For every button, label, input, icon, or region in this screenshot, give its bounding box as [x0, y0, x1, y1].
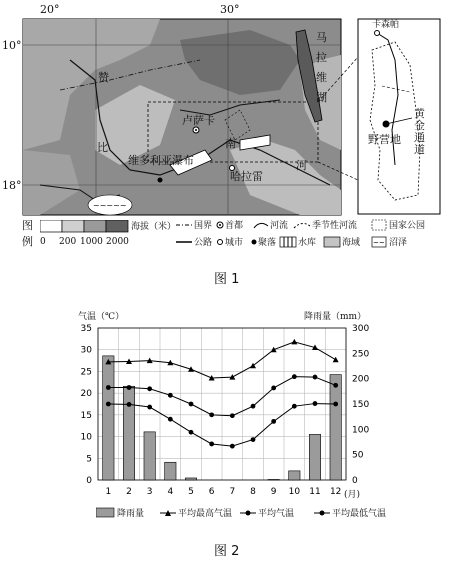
left-tick-label: 35 — [80, 324, 92, 334]
x-tick-label: 4 — [167, 487, 174, 497]
legend-road: 公路 — [194, 238, 213, 248]
temp-point — [147, 386, 152, 391]
temp-point — [271, 419, 276, 424]
figure2-caption: 图 2 — [214, 544, 240, 559]
temp-point — [106, 402, 111, 407]
legend-sea: 海域 — [342, 238, 361, 248]
temp-point — [230, 444, 235, 449]
temp-point — [209, 412, 214, 417]
svg-text:~~~~~: ~~~~~ — [93, 201, 127, 210]
rainfall-bar — [123, 386, 134, 480]
temp-point — [147, 405, 152, 410]
temp-point — [251, 437, 256, 442]
rainfall-bar — [330, 375, 341, 480]
label-nan: 南 — [225, 137, 236, 150]
left-tick-label: 15 — [80, 410, 92, 421]
temp-point — [333, 383, 338, 388]
temp-point — [168, 417, 173, 422]
label-he: 河 — [296, 159, 307, 172]
map-legend — [0, 218, 450, 254]
x-tick-label: 8 — [250, 487, 256, 497]
x-tick-label: 6 — [208, 487, 215, 497]
temp-point — [189, 402, 194, 407]
legend-rainfall: 降雨量 — [117, 509, 145, 519]
rainfall-bar — [185, 478, 196, 480]
label-lusaka: 卢萨卡 — [182, 114, 215, 127]
temp-point — [313, 375, 318, 380]
lon-label-30: 30° — [220, 3, 240, 16]
legend-seasonal-river: 季节性河流 — [312, 221, 358, 231]
legend-border: 国界 — [194, 221, 213, 231]
elev-0: 0 — [40, 237, 46, 247]
right-axis-title: 降雨量（mm） — [304, 312, 367, 322]
temp-point — [271, 386, 276, 391]
temp-point — [292, 374, 297, 379]
left-axis-title: 气温（℃） — [78, 312, 125, 322]
figure1-caption: 图 1 — [214, 272, 240, 287]
label-victoria-falls: 维多利亚瀑布 — [128, 154, 194, 167]
x-unit: (月) — [344, 490, 361, 500]
x-tick-label: 10 — [288, 487, 301, 497]
label-malawi-la: 拉 — [316, 51, 327, 64]
rainfall-bar — [268, 479, 279, 480]
x-tick-label: 2 — [126, 487, 132, 497]
label-malawi-wei: 维 — [316, 71, 327, 84]
legend-settlement: 聚落 — [258, 238, 277, 248]
temp-point — [251, 404, 256, 409]
inset-label-gold-road: 黄金通道 — [414, 107, 425, 156]
elev-200: 200 — [59, 237, 77, 247]
rainfall-bar — [144, 432, 155, 480]
legend-avg-min-temp: 平均最低气温 — [332, 509, 387, 519]
temp-point — [168, 393, 173, 398]
legend-avg-max-temp: 平均最高气温 — [178, 509, 233, 519]
right-tick-label: 200 — [352, 374, 370, 385]
elev-2000: 2000 — [106, 237, 129, 247]
temp-point — [333, 402, 338, 407]
svg-text:~~: ~~ — [373, 239, 385, 247]
inset-kasenpa-point — [375, 31, 380, 36]
left-tick-label: 5 — [86, 454, 92, 465]
city-victoria-falls — [158, 178, 163, 183]
lat-label-10: 10° — [2, 39, 22, 52]
legend-prefix-top: 图 — [22, 219, 33, 232]
temp-point — [292, 404, 297, 409]
temp-point — [127, 385, 132, 390]
temp-point — [209, 442, 214, 447]
max-temp-point — [291, 339, 297, 345]
x-tick-label: 9 — [270, 487, 277, 497]
temp-point — [230, 413, 235, 418]
label-zan: 赞 — [98, 71, 109, 84]
left-tick-label: 0 — [86, 476, 92, 486]
lat-label-18: 18° — [2, 179, 22, 192]
left-tick-label: 25 — [80, 367, 92, 378]
inset-label-kasenpa: 卡森帕 — [372, 20, 400, 30]
x-tick-label: 12 — [329, 487, 342, 497]
left-tick-label: 30 — [80, 345, 92, 356]
figure1-map — [0, 0, 450, 250]
max-temp-point — [333, 357, 339, 363]
right-tick-label: 100 — [352, 425, 370, 436]
label-bi: 比 — [97, 141, 108, 154]
label-malawi-hu: 湖 — [316, 91, 327, 104]
legend-capital: 首都 — [225, 221, 244, 231]
left-tick-label: 10 — [80, 432, 92, 443]
legend-prefix-bottom: 例 — [22, 235, 33, 248]
temp-point — [313, 401, 318, 406]
inset-label-camp: 野营地 — [368, 133, 401, 146]
x-tick-label: 5 — [188, 487, 194, 497]
label-malawi-ma: 马 — [316, 31, 327, 44]
right-tick-label: 250 — [352, 349, 370, 360]
legend-avg-temp: 平均气温 — [258, 509, 295, 519]
rainfall-bar — [289, 471, 300, 480]
right-tick-label: 300 — [352, 324, 370, 334]
temp-point — [106, 385, 111, 390]
legend-river: 河流 — [270, 221, 289, 231]
legend-swamp: 沼泽 — [389, 238, 408, 248]
elevation-unit: 海拔（米） — [131, 222, 177, 232]
legend-national-park: 国家公园 — [389, 221, 426, 231]
temp-point — [127, 402, 132, 407]
x-tick-label: 7 — [229, 487, 236, 497]
rainfall-bar — [165, 462, 176, 480]
right-tick-label: 150 — [352, 400, 370, 410]
rainfall-bar — [309, 434, 320, 480]
legend-city: 城市 — [225, 238, 244, 248]
lon-label-20: 20° — [40, 3, 60, 16]
legend-reservoir: 水库 — [298, 238, 317, 248]
x-tick-label: 3 — [146, 487, 153, 497]
elevation-scale — [40, 220, 130, 234]
right-tick-label: 0 — [352, 476, 358, 486]
x-tick-label: 11 — [309, 487, 321, 497]
rainfall-bar — [103, 356, 114, 480]
right-tick-label: 50 — [352, 450, 364, 461]
elev-1000: 1000 — [80, 237, 103, 247]
temp-point — [189, 430, 194, 435]
left-tick-label: 20 — [80, 389, 92, 400]
x-tick-label: 1 — [105, 487, 112, 497]
label-harare: 哈拉雷 — [230, 170, 263, 183]
